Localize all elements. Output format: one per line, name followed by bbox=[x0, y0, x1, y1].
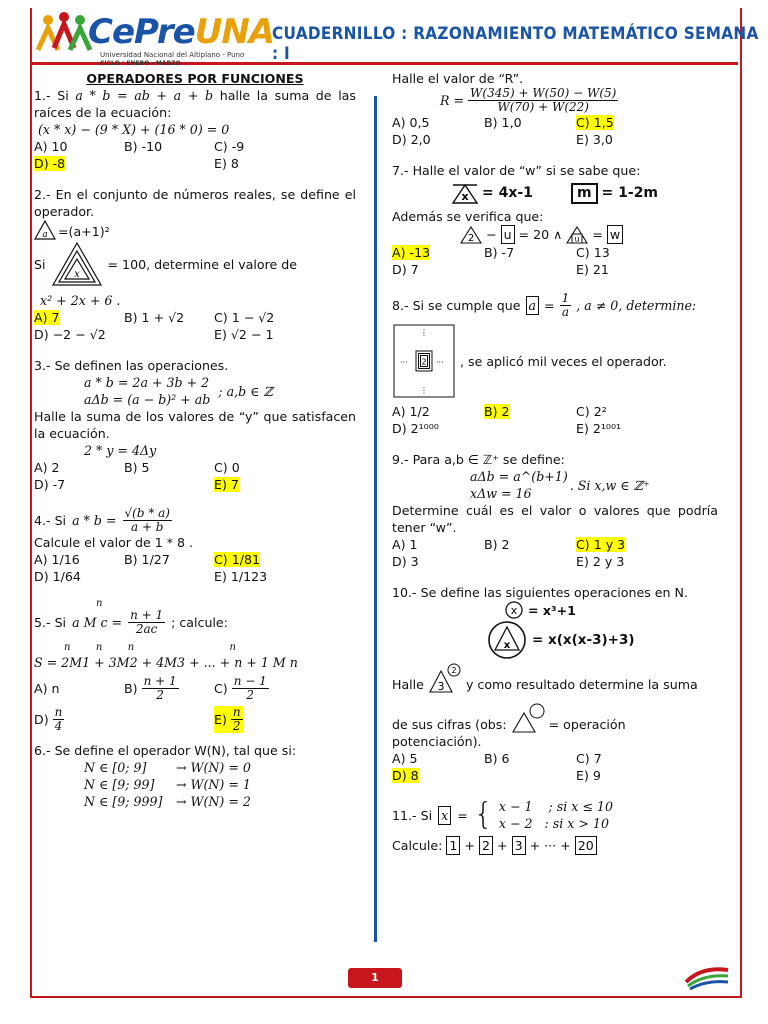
q6-option-e: E) 3,0 bbox=[576, 132, 613, 147]
q9-option-e: E) 2 y 3 bbox=[576, 554, 625, 569]
q1-equation: (x * x) − (9 * X) + (16 * 0) = 0 bbox=[38, 122, 230, 137]
nested-box-icon bbox=[392, 323, 456, 399]
q5-sum: S = 2M1 + 3M2 + 4M3 + ... + n + 1 M n bbox=[34, 655, 298, 670]
q6-rows bbox=[34, 759, 356, 810]
q3-def-1: a * b = 2a + 3b + 2 bbox=[84, 375, 210, 390]
q5-option-e: E) $\frac{n}{2}$ bbox=[214, 705, 241, 733]
q7-option-e: E) 21 bbox=[576, 262, 609, 277]
w-box-icon: w bbox=[607, 225, 623, 244]
q2-stem: 2.- En el conjunto de números reales, se define el operador. bbox=[34, 187, 356, 219]
svg-text:···: ··· bbox=[436, 358, 444, 367]
q8-nested-box-row bbox=[392, 323, 718, 399]
q3-domain: ; a,b ∈ ℤ bbox=[218, 383, 273, 399]
q2-option-b: B) 1 + √2 bbox=[124, 310, 185, 325]
q8-options bbox=[392, 403, 718, 437]
q8-option-e: E) 2¹⁰⁰¹ bbox=[576, 421, 622, 436]
x-circle-triangle-icon bbox=[486, 621, 528, 659]
question-2 bbox=[34, 186, 356, 343]
q4-question: Calcule el valor de 1 * 8 . bbox=[34, 535, 194, 550]
q2-option-d: D) −2 − √2 bbox=[34, 327, 106, 342]
x-triangle-icon bbox=[452, 184, 478, 204]
q5-options bbox=[34, 675, 356, 733]
footer-logo-icon bbox=[682, 962, 732, 990]
svg-text:x: x bbox=[510, 604, 518, 617]
q6-halle: Halle el valor de “R”. bbox=[392, 71, 524, 86]
question-9 bbox=[392, 451, 718, 570]
q1-option-e: E) 8 bbox=[214, 156, 239, 171]
q6-row: N ∈ [0; 9] → W(N) = 0 bbox=[84, 760, 251, 775]
q9-def-1: aΔb = a^(b+1) bbox=[470, 469, 568, 484]
x-circle-icon bbox=[504, 601, 524, 619]
q9-options bbox=[392, 536, 718, 570]
q6-row: N ∈ [9; 99] → W(N) = 1 bbox=[84, 777, 251, 792]
q2-options bbox=[34, 309, 356, 343]
question-6-continued bbox=[392, 70, 718, 148]
q7-option-c: C) 13 bbox=[576, 245, 610, 260]
svg-text:x: x bbox=[73, 269, 80, 280]
q10-option-a: A) 5 bbox=[392, 751, 418, 766]
q2-condition: Si x = 100, determine el valore de bbox=[34, 240, 356, 288]
q4-options bbox=[34, 551, 356, 585]
q6-stem: 6.- Se define el operador W(N), tal que si: bbox=[34, 743, 297, 758]
q9-option-c: C) 1 y 3 bbox=[576, 537, 626, 552]
svg-text:2: 2 bbox=[421, 357, 427, 367]
logo-ciclo: CICLO : ENERO - MARZO bbox=[100, 60, 181, 67]
q4-option-c: C) 1/81 bbox=[214, 552, 260, 567]
m-box-icon: m bbox=[571, 183, 598, 204]
q9-option-a: A) 1 bbox=[392, 537, 418, 552]
logo-university: Universidad Nacional del Altiplano - Puno bbox=[100, 51, 245, 59]
q3-option-e: E) 7 bbox=[214, 477, 239, 492]
svg-text:3: 3 bbox=[437, 680, 445, 693]
svg-text:⋮: ⋮ bbox=[420, 386, 428, 395]
question-11 bbox=[392, 798, 718, 855]
q11-case-1: x − 1 ; si x ≤ 10 bbox=[498, 799, 613, 814]
q7-definitions: x = 4x-1 m = 1-2m bbox=[392, 183, 718, 204]
triangle-3-power-icon bbox=[428, 663, 462, 693]
q10-def-2: x = x(x(x-3)+3) bbox=[392, 621, 718, 659]
q2-expression: x² + 2x + 6 . bbox=[40, 293, 121, 308]
q4-option-e: E) 1/123 bbox=[214, 569, 268, 584]
question-1 bbox=[34, 87, 356, 172]
power-operator-icon bbox=[511, 703, 545, 733]
q3-definitions bbox=[34, 374, 356, 408]
q10-option-b: B) 6 bbox=[484, 751, 510, 766]
question-7 bbox=[392, 162, 718, 278]
q7-option-a: A) -13 bbox=[392, 245, 431, 260]
question-6 bbox=[34, 742, 356, 810]
q2-definition: a =(a+1)² bbox=[34, 220, 356, 240]
q11-def: 11.- Si x = { x − 1 ; si x ≤ 10 x − 2 : si x > 10 bbox=[392, 797, 613, 832]
svg-text:x: x bbox=[503, 640, 511, 651]
svg-text:x: x bbox=[461, 189, 469, 203]
q1-option-d: D) -8 bbox=[34, 156, 66, 171]
q9-option-b: B) 2 bbox=[484, 537, 510, 552]
left-column bbox=[34, 70, 356, 810]
q10-option-d: D) 8 bbox=[392, 768, 419, 783]
people-logo-icon bbox=[36, 10, 92, 62]
q9-def-tail: . Si x,w ∈ ℤ⁺ bbox=[569, 477, 650, 493]
question-5 bbox=[34, 599, 356, 733]
q3-options bbox=[34, 459, 356, 493]
q5-sup: n bbox=[96, 598, 103, 609]
q3-option-b: B) 5 bbox=[124, 460, 150, 475]
q9-def-2: xΔw = 16 bbox=[470, 486, 532, 501]
q10-def-1: x = x³+1 bbox=[392, 601, 718, 619]
q10-halle: Halle 3 2 y como resultado determine la suma bbox=[392, 663, 718, 693]
triangle-operator-icon bbox=[34, 220, 56, 240]
q10-option-e: E) 9 bbox=[576, 768, 601, 783]
q4-option-b: B) 1/27 bbox=[124, 552, 170, 567]
page-number: 1 bbox=[348, 968, 402, 988]
question-3 bbox=[34, 357, 356, 493]
q4-option-a: A) 1/16 bbox=[34, 552, 80, 567]
q10-stem: 10.- Se define las siguientes operaciones en N. bbox=[392, 585, 688, 600]
svg-text:2: 2 bbox=[467, 232, 475, 244]
svg-text:⋮: ⋮ bbox=[420, 328, 428, 337]
q8-option-b: B) 2 bbox=[484, 404, 510, 419]
question-8 bbox=[392, 292, 718, 437]
q2-option-a: A) 7 bbox=[34, 310, 60, 325]
q2-option-c: C) 1 − √2 bbox=[214, 310, 275, 325]
q6-formula: R = $\frac{W(345) + W(50) - W(5)}{W(70) + W(22)}$ bbox=[440, 86, 617, 114]
q1-options bbox=[34, 138, 356, 172]
question-4 bbox=[34, 507, 356, 585]
q6-options bbox=[392, 114, 718, 148]
q1-stem: 1.- Si a * b = ab + a + b halle la suma de las raíces de la ecuación: bbox=[34, 88, 356, 120]
u-box-icon: u bbox=[501, 225, 515, 244]
q9-stem: 9.- Para a,b ∈ ℤ⁺ se define: bbox=[392, 452, 565, 467]
q3-question: Halle la suma de los valores de “y” que satisfacen la ecuación. bbox=[34, 409, 356, 441]
q1-option-b: B) -10 bbox=[124, 139, 163, 154]
q7-stem: 7.- Halle el valor de “w” si se sabe que: bbox=[392, 163, 641, 178]
q9-question: Determine cuál es el valor o valores que podría tener “w”. bbox=[392, 503, 718, 535]
q9-defs bbox=[392, 468, 718, 502]
q3-option-a: A) 2 bbox=[34, 460, 60, 475]
q10-obs: de sus cifras (obs: = operación bbox=[392, 703, 718, 733]
q6-row: N ∈ [9; 999] → W(N) = 2 bbox=[84, 794, 251, 809]
q7-also: Además se verifica que: bbox=[392, 209, 544, 224]
q7-condition: 2 − u = 20 ∧ u = w bbox=[392, 225, 718, 244]
svg-text:a: a bbox=[42, 230, 48, 240]
triangle-u-icon bbox=[566, 226, 588, 244]
cepreuna-logo bbox=[36, 10, 275, 67]
q3-def-2: aΔb = (a − b)² + ab bbox=[84, 392, 211, 407]
q4-option-d: D) 1/64 bbox=[34, 569, 81, 584]
q6-option-d: D) 2,0 bbox=[392, 132, 431, 147]
question-10 bbox=[392, 584, 718, 784]
q3-option-c: C) 0 bbox=[214, 460, 240, 475]
q11-case-2: x − 2 : si x > 10 bbox=[498, 816, 609, 831]
q5-option-c: C) $\frac{n - 1}{2}$ bbox=[214, 674, 267, 702]
q11-calc: Calcule: 1 + 2 + 3 + ··· + 20 bbox=[392, 836, 718, 855]
q5-option-d: D) $\frac{n}{4}$ bbox=[34, 705, 63, 733]
q7-option-d: D) 7 bbox=[392, 262, 419, 277]
q5-option-b: B) $\frac{n + 1}{2}$ bbox=[124, 674, 177, 702]
q8-stem: 8.- Si se cumple que a = $\frac{1}{a}$ , a ≠ 0, determine: bbox=[392, 291, 697, 319]
q3-option-d: D) -7 bbox=[34, 477, 66, 492]
q6-option-c: C) 1,5 bbox=[576, 115, 614, 130]
triangle-2-icon bbox=[460, 226, 482, 244]
section-title: OPERADORES POR FUNCIONES bbox=[86, 71, 304, 86]
q9-option-d: D) 3 bbox=[392, 554, 419, 569]
q6-option-b: B) 1,0 bbox=[484, 115, 522, 130]
q8-after: , se aplicó mil veces el operador. bbox=[460, 353, 667, 369]
column-divider bbox=[374, 96, 377, 942]
q8-option-d: D) 2¹⁰⁰⁰ bbox=[392, 421, 439, 436]
q1-option-c: C) -9 bbox=[214, 139, 245, 154]
q5-sum-sup: n n n n bbox=[64, 642, 236, 653]
q6-option-a: A) 0,5 bbox=[392, 115, 430, 130]
q4-stem: 4.- Si a * b = $\frac{√(b * a)}{a + b}$ bbox=[34, 506, 170, 534]
q5-option-a: A) n bbox=[34, 681, 60, 696]
q3-stem: 3.- Se definen las operaciones. bbox=[34, 358, 229, 373]
logo-wordmark: CePreUNA bbox=[88, 12, 275, 52]
q7-option-b: B) -7 bbox=[484, 245, 515, 260]
q8-option-c: C) 2² bbox=[576, 404, 607, 419]
q7-options bbox=[392, 244, 718, 278]
nested-triangle-icon bbox=[52, 242, 102, 286]
q1-option-a: A) 10 bbox=[34, 139, 68, 154]
svg-text:2: 2 bbox=[451, 666, 457, 675]
q3-equation: 2 * y = 4Δy bbox=[84, 443, 157, 458]
q10-options bbox=[392, 750, 718, 784]
q10-option-c: C) 7 bbox=[576, 751, 602, 766]
document-title: CUADERNILLO : RAZONAMIENTO MATEMÁTICO SEMANA : I bbox=[272, 24, 759, 64]
q2-option-e: E) √2 − 1 bbox=[214, 327, 274, 342]
q10-obs-cont: potenciación). bbox=[392, 734, 482, 749]
svg-text:···: ··· bbox=[400, 358, 408, 367]
svg-text:u: u bbox=[574, 234, 580, 243]
right-column bbox=[392, 70, 718, 855]
q5-stem: 5.- Si a M c = $\frac{n + 1}{2ac}$ ; calcule: bbox=[34, 608, 228, 636]
q8-option-a: A) 1/2 bbox=[392, 404, 430, 419]
